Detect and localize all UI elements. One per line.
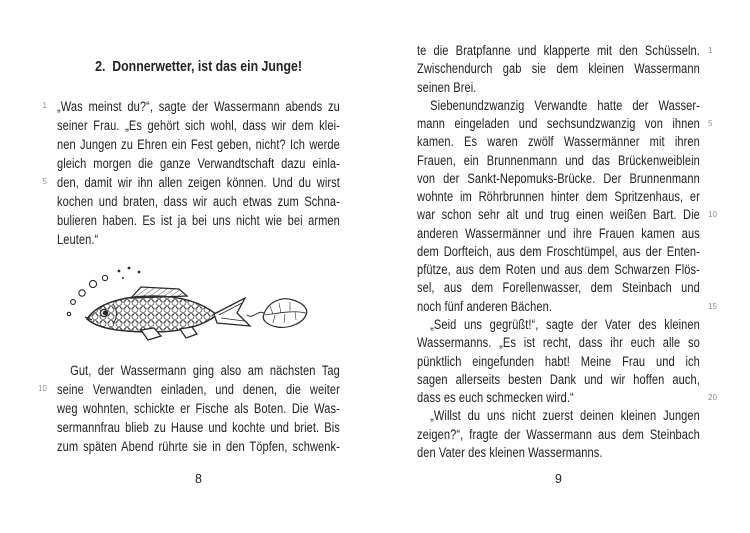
text-line-content: Gut, der Wassermann ging also am nächsten Tag xyxy=(70,363,340,378)
text-line-content: sel, aus dem Forellenwasser, dem Steinbach und xyxy=(417,280,700,296)
text-line xyxy=(417,444,700,462)
text-line xyxy=(57,135,340,154)
line-number: 5 xyxy=(708,119,713,129)
text-line-content: Siebenundzwanzig Verwandte hatte der Wasser- xyxy=(430,97,700,113)
line-number: 5 xyxy=(42,177,47,186)
text-line-content: zeigen?“, fragte der Wassermann aus dem Steinbach xyxy=(417,426,700,442)
text-line-content: „Seid uns gegrüßt!“, sagte der Vater des kleinen xyxy=(430,316,700,332)
text-line xyxy=(57,230,340,249)
text-line-content: noch fünf anderen Bächen. xyxy=(417,298,553,314)
text-line-content: wohnte im Röhrbrunnen hinter dem Spritzenhaus, er xyxy=(417,189,700,205)
text-line xyxy=(417,60,700,78)
text-line-content: den Vater des kleinen Wassermanns. xyxy=(417,444,603,460)
text-line xyxy=(417,334,700,352)
text-line xyxy=(417,133,700,151)
text-line-content: dem Dorfteich, aus dem Froschtümpel, aus der Enten- xyxy=(417,243,700,259)
text-line-content: zum späten Abend rührte sie in den Töpfen, schwenk- xyxy=(57,439,340,454)
text-line-content: kamen. Es waren zwölf Wassermänner mit ihren xyxy=(417,134,700,150)
text-line xyxy=(417,261,700,279)
text-line xyxy=(417,206,717,224)
text-line xyxy=(57,192,340,211)
text-line xyxy=(57,154,340,173)
right-page xyxy=(417,42,717,462)
text-line-content: Wassermanns. „Es ist recht, dass ihr euch alle so xyxy=(417,335,700,351)
text-line xyxy=(417,279,700,297)
left-page xyxy=(38,58,340,456)
line-number: 1 xyxy=(708,46,713,55)
text-line xyxy=(57,116,340,135)
text-line-content: „Willst du uns nicht zuerst deinen kleinen Jungen xyxy=(430,408,700,424)
text-line-content: gleich morgen die ganze Verwandtschaft dazu einla- xyxy=(57,156,340,171)
text-line xyxy=(417,97,700,115)
text-line-content: anderen Wassermänner und ihre Frauen kamen aus xyxy=(417,225,700,241)
text-line-content: mann eingeladen und sechsundzwanzig von ihnen xyxy=(417,116,700,132)
text-line xyxy=(417,79,700,97)
text-line xyxy=(417,316,700,334)
line-number: 1 xyxy=(42,101,47,110)
text-line-content: seiner Frau. „Es gehört sich wohl, dass wir dem klei- xyxy=(57,118,340,133)
text-line-content: dass es euch schmecken wird.“ xyxy=(417,390,574,406)
text-line-content: pünktlich eingefunden habt! Meine Frau und ich xyxy=(417,353,700,369)
page-number-left: 8 xyxy=(195,472,202,486)
text-line-content: seinen Brei. xyxy=(417,79,477,95)
text-line-content: Frauen, ein Brunnenmann und das Brückenweiblein xyxy=(417,152,700,168)
text-line xyxy=(42,173,340,192)
text-line xyxy=(417,170,700,188)
text-line-content: war schon sehr alt und trug einen weißen Bart. Die xyxy=(417,207,700,223)
text-line-content: pfütze, aus dem Roten und aus dem Schwarzen Flös- xyxy=(417,262,700,278)
text-line-content: weg wohnten, schickte er Fische als Boten. Die Was- xyxy=(57,401,340,416)
text-line xyxy=(57,211,340,230)
text-line xyxy=(417,152,700,170)
text-line-content: Zwischendurch gab sie dem kleinen Wassermann xyxy=(417,61,700,77)
text-line xyxy=(417,115,713,133)
text-line xyxy=(57,418,340,437)
text-line xyxy=(417,353,700,371)
text-line xyxy=(417,426,700,444)
text-line-content: kochen und braten, dass wir auch etwas zum Schna- xyxy=(57,194,340,209)
page-number-right: 9 xyxy=(555,472,562,486)
text-line-content: sagen allerseits besten Dank und wir hoffen auch, xyxy=(417,371,700,387)
tow-line xyxy=(247,312,265,316)
bubble-dots xyxy=(118,267,141,279)
text-line xyxy=(417,389,717,407)
text-line xyxy=(417,407,700,425)
fish-towing-leaf-illustration xyxy=(59,257,340,353)
line-number: 10 xyxy=(38,384,47,393)
text-line xyxy=(42,97,340,116)
line-number: 10 xyxy=(708,210,717,220)
text-line xyxy=(417,298,717,316)
text-line-content: von der Sankt-Nepomuks-Brücke. Der Brunnenmann xyxy=(417,170,700,186)
text-line-content: sermannfrau blieb zu Hause und kochte und briet. Bis xyxy=(57,420,340,435)
text-line-content: Leuten.“ xyxy=(57,232,99,247)
text-line xyxy=(38,380,340,399)
text-line xyxy=(57,399,340,418)
fish-illustration-svg xyxy=(59,257,309,352)
text-line xyxy=(417,225,700,243)
text-line xyxy=(417,243,700,261)
text-line xyxy=(417,188,700,206)
fish xyxy=(85,287,250,340)
text-line xyxy=(57,361,340,380)
text-line-content: seine Verwandten einladen, und denen, die weiter xyxy=(57,382,340,397)
text-line xyxy=(57,437,340,456)
line-number: 20 xyxy=(708,393,717,403)
line-number: 15 xyxy=(708,301,717,311)
text-line-content: bulieren haben. Es ist ja bei uns nicht wie bei armen xyxy=(57,213,340,228)
leaf xyxy=(263,299,307,328)
text-line-content: den, damit wir ihn allen zeigen können. Und du wirst xyxy=(57,175,340,190)
chapter-title: 2. Donnerwetter, ist das ein Junge! xyxy=(95,59,302,75)
text-line-content: nen Jungen zu Ehren ein Fest geben, nicht? Ich werde xyxy=(57,137,340,152)
text-line-content: „Was meinst du?“, sagte der Wassermann abends zu xyxy=(57,99,340,114)
text-line xyxy=(417,371,700,389)
text-line-content: te die Bratpfanne und klapperte mit den Schüsseln. xyxy=(417,43,700,58)
text-line xyxy=(417,42,713,60)
